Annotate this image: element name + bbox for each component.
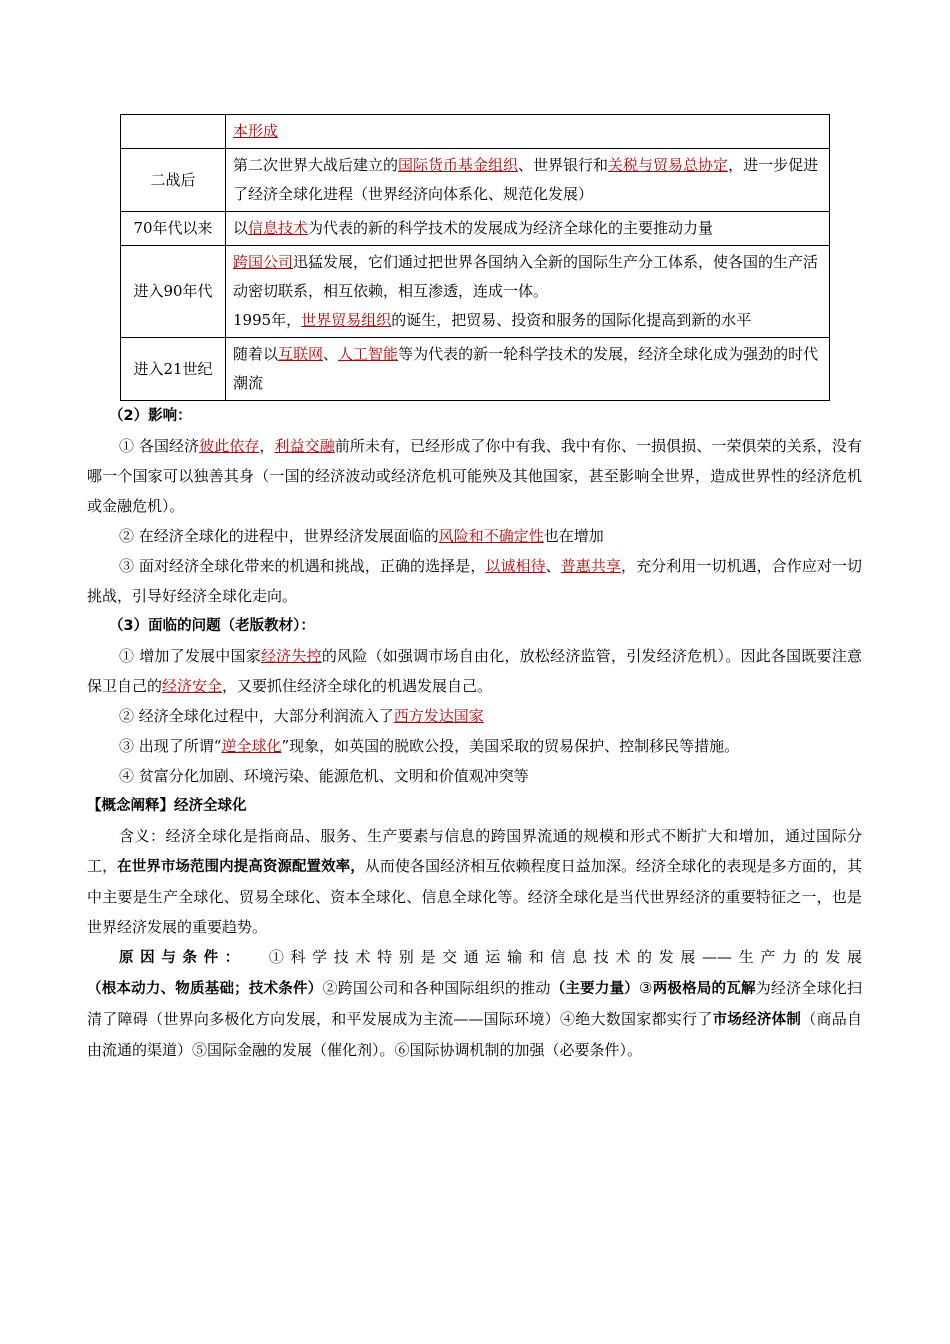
keyword: 跨国公司 [233, 253, 294, 271]
table-row [121, 338, 830, 401]
bold-text: 两极格局的瓦解 [652, 981, 756, 997]
description-cell [226, 212, 830, 246]
text: ② 在经济全球化的进程中，世界经济发展面临的 [119, 527, 439, 545]
paragraph [87, 641, 862, 701]
text: 含义：经济全球化是指商品、服务、生产要素与信息的跨国界流通的规模和形式不断扩大和增加，通过国际分工， [87, 827, 862, 875]
period-cell: 进入90年代 [121, 246, 226, 338]
table-row [121, 149, 830, 212]
text: 第二次世界大战后建立的 [233, 156, 399, 174]
period-cell: 70年代以来 [121, 212, 226, 246]
paragraph [87, 821, 862, 942]
description-cell [226, 246, 830, 338]
bold-text: 原因与条件： [119, 950, 246, 966]
text: （商品自由流通的渠道）⑤国际金融的发展（催化剂）。⑥国际协调机制的加强（必要条件）。 [87, 1010, 862, 1059]
text: ① 各国经济 [119, 437, 200, 455]
text: 前所未有，已经形成了你中有我、我中有你、一损俱损、一荣俱荣的关系，没有哪一个国家可以独善其身（一国的经济波动或经济危机可能殃及其他国家，甚至影响全世界，造成世界性的经济危机或金融危机）。 [87, 437, 862, 515]
document-page [87, 114, 862, 1065]
text: ，进一步促进了经济全球化进程（世界经济向体系化、规范化发展） [233, 156, 819, 203]
keyword: 关税与贸易总协定 [608, 156, 729, 174]
table-row [121, 246, 830, 338]
text: ①科学技术特别是交通运输和信息技术的发展——生产力的发展 [268, 948, 862, 966]
text: ④ 贫富分化加剧、环境污染、能源危机、文明和价值观冲突等 [119, 767, 529, 785]
paragraph [87, 731, 862, 761]
text: 、世界银行和 [518, 156, 609, 174]
table-row [121, 115, 830, 149]
text: ②跨国公司和各种国际组织的推动 [322, 979, 551, 997]
keyword: 国际货币基金组织 [398, 156, 519, 174]
text: 、 [323, 345, 339, 363]
table-row [121, 212, 830, 246]
keyword: 风险和不确定性 [438, 527, 544, 545]
keyword: 世界贸易组织 [301, 311, 392, 329]
bold-text: 市场经济体制 [712, 1012, 802, 1028]
bold-text: 在世界市场范围内提高资源配置效率， [117, 859, 365, 875]
text: ③ 出现了所谓“ [119, 737, 222, 755]
text: 的风险（如强调市场自由化，放松经济监管，引发经济危机）。因此各国既要注意保卫自己的 [87, 647, 862, 695]
text: 为经济全球化扫清了障碍（世界向多极化方向发展，和平发展成为主流——国际环境）④绝大数国家都实行了 [87, 979, 863, 1028]
keyword: 西方发达国家 [393, 707, 484, 725]
paragraph [87, 431, 862, 521]
keyword: 经济失控 [260, 647, 322, 665]
text: ① 增加了发展中国家 [119, 647, 261, 665]
keyword: 互联网 [278, 345, 324, 363]
keyword: 人工智能 [338, 345, 399, 363]
keyword: 利益交融 [274, 437, 335, 455]
paragraph [87, 521, 862, 551]
text: 也在增加 [543, 527, 604, 545]
text: ② 经济全球化过程中，大部分利润流入了 [119, 707, 394, 725]
period-cell: 进入21世纪 [121, 338, 226, 401]
keyword: 彼此依存 [199, 437, 260, 455]
description-cell [226, 115, 830, 149]
description-cell [226, 149, 830, 212]
text: 以 [233, 219, 249, 237]
description-cell [226, 338, 830, 401]
paragraph [87, 701, 862, 731]
text: 的诞生，把贸易、投资和服务的国际化提高到新的水平 [391, 311, 752, 329]
text: 1995年， [233, 311, 302, 329]
text: ③ [639, 979, 653, 997]
section-heading-problems: （3）面临的问题（老版教材）： [109, 618, 315, 634]
paragraph [87, 942, 862, 1065]
keyword: 逆全球化 [221, 737, 282, 755]
text: ， [259, 437, 275, 455]
text: ，又要抓住经济全球化的机遇发展自己。 [222, 677, 493, 695]
concept-heading: 【概念阐释】经济全球化 [87, 798, 247, 814]
keyword: 以诚相待 [485, 557, 546, 575]
text: 从而使各国经济相互依赖程度日益加深。经济全球化的表现是多方面的，其中主要是生产全球化、贸易全球化、资本全球化、信息全球化等。经济全球化是当代世界经济的重要特征之一，也是世界经济发展的重要趋势。 [87, 857, 862, 936]
period-cell [121, 115, 226, 149]
text: ③ 面对经济全球化带来的机遇和挑战，正确的选择是， [119, 557, 486, 575]
keyword: 普惠共享 [560, 557, 621, 575]
text: ，充分利用一切机遇，合作应对一切挑战，引导好经济全球化走向。 [87, 557, 862, 605]
bold-text: （主要力量） [550, 981, 640, 997]
section-heading-impact: （2）影响： [109, 408, 192, 424]
text: ”现象，如英国的脱欧公投，美国采取的贸易保护、控制移民等措施。 [281, 737, 740, 755]
text: 为代表的新的科学技术的发展成为经济全球化的主要推动力量 [308, 219, 714, 237]
text: 、 [545, 557, 561, 575]
paragraph [87, 761, 862, 791]
text: 等为代表的新一轮科学技术的发展，经济全球化成为强劲的时代潮流 [233, 345, 819, 392]
text: 随着以 [233, 345, 279, 363]
text: 迅猛发展，它们通过把世界各国纳入全新的国际生产分工体系，使各国的生产活动密切联系，相互依赖，相互渗透，连成一体。 [233, 253, 819, 300]
bold-text: （根本动力、物质基础；技术条件） [87, 981, 323, 997]
keyword: 信息技术 [248, 219, 309, 237]
history-table [120, 114, 830, 401]
keyword: 本形成 [233, 122, 279, 140]
period-cell: 二战后 [121, 149, 226, 212]
paragraph [87, 551, 862, 611]
keyword: 经济安全 [162, 677, 223, 695]
